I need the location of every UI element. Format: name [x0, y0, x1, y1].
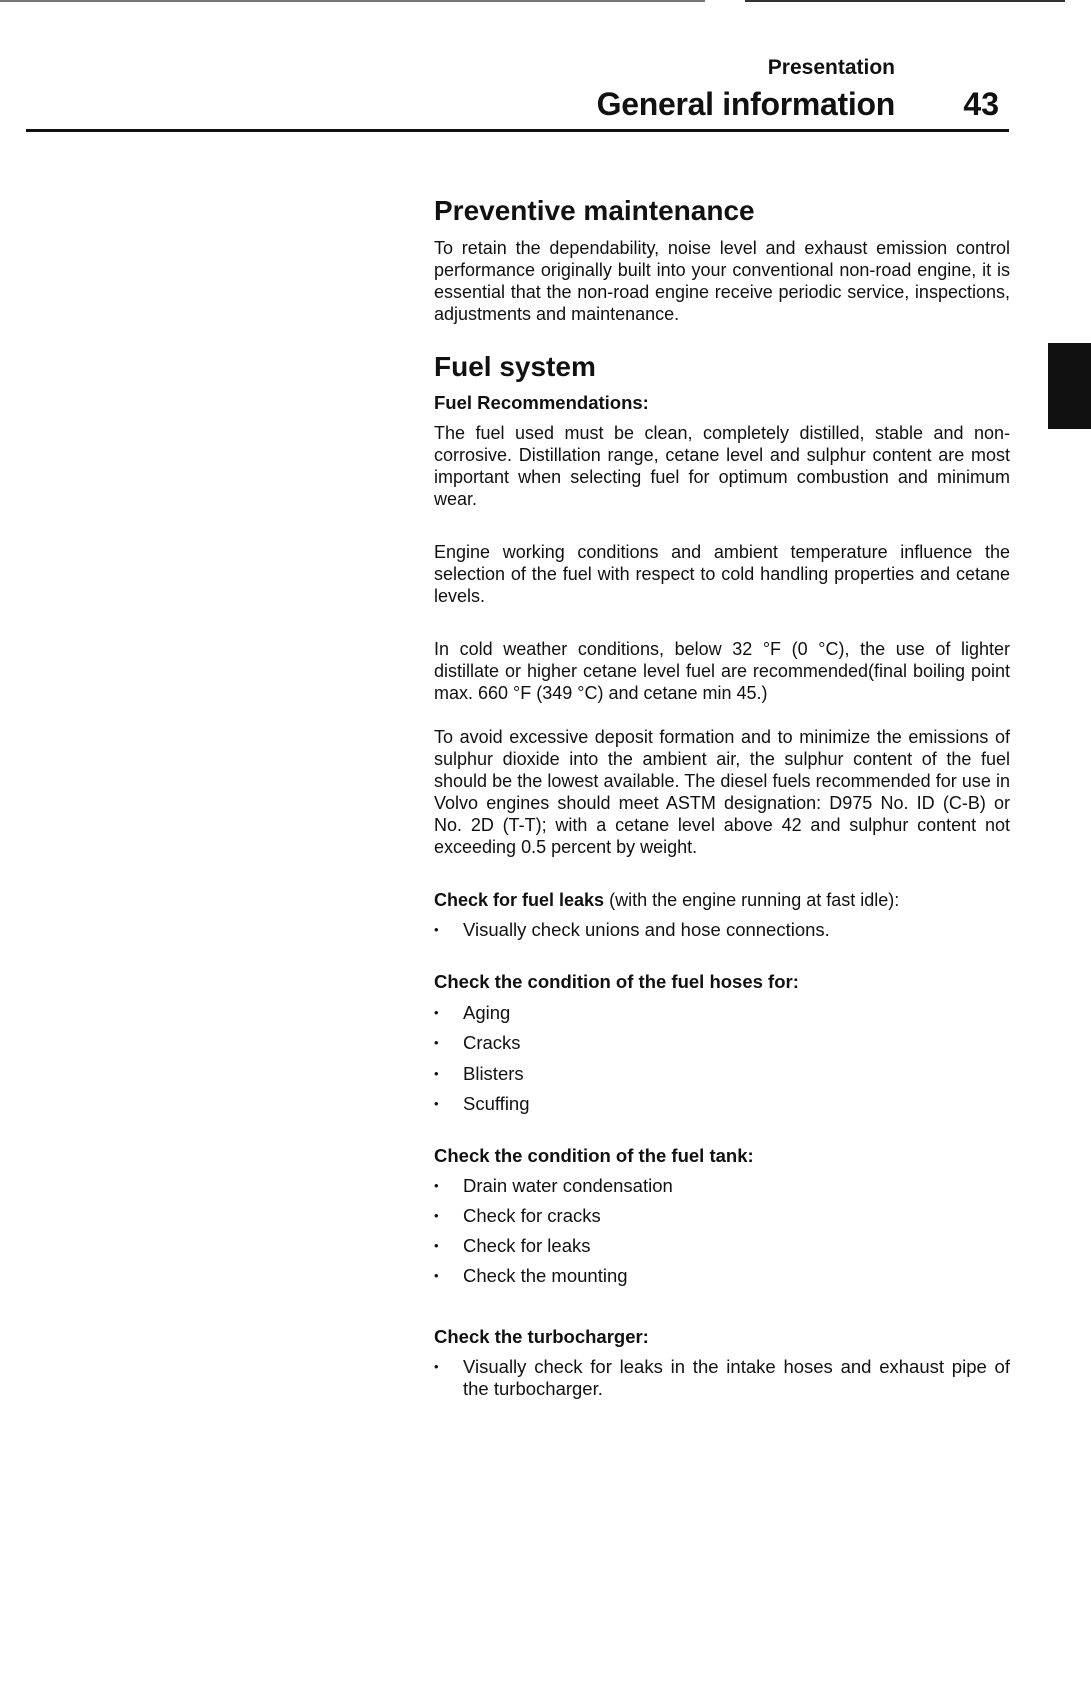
chapter-title: General information	[596, 86, 895, 122]
paragraph-fuel-2: Engine working conditions and ambient temperature influence the selection of the fuel with respect to cold handling properties and cetane levels.	[434, 542, 1010, 606]
subheading-fuel-recommendations: Fuel Recommendations:	[434, 392, 649, 413]
paragraph-fuel-1: The fuel used must be clean, completely distilled, stable and non-corrosive. Distillation range, cetane level and sulphur content are most important when selecting fuel for optimum combustion and minimum wear.	[434, 423, 1010, 509]
scan-edge-line	[745, 0, 1065, 2]
fuel-leaks-line	[434, 889, 1010, 911]
list-item: • Cracks	[434, 1032, 1010, 1054]
paragraph-fuel-4: To avoid excessive deposit formation and to minimize the emissions of sulphur dioxide into the ambient air, the sulphur content of the fuel should be the lowest available. The diesel fuels recommended for use in Volvo engines should meet ASTM designation: D975 No. ID (C-B) or No. 2D (T-T); with a cetane level above 42 and sulphur content not exceeding 0.5 percent by weight.	[434, 727, 1010, 857]
list-item: • Scuffing	[434, 1093, 1010, 1115]
list-item: • Aging	[434, 1002, 1010, 1024]
heading-preventive-maintenance: Preventive maintenance	[434, 195, 755, 226]
list-item: • Check for cracks	[434, 1205, 1010, 1227]
heading-fuel-system: Fuel system	[434, 351, 596, 382]
heading-fuel-hoses: Check the condition of the fuel hoses for:	[434, 971, 799, 992]
list-item: • Visually check unions and hose connections.	[434, 919, 1010, 941]
paragraph-fuel-3: In cold weather conditions, below 32 °F (0 °C), the use of lighter distillate or higher cetane level fuel are recommended(final boiling point max. 660 °F (349 °C) and cetane min 45.)	[434, 639, 1010, 703]
list-item: • Check for leaks	[434, 1235, 1010, 1257]
list-item: • Check the mounting	[434, 1265, 1010, 1287]
scan-edge-line	[0, 0, 705, 2]
section-label: Presentation	[767, 56, 895, 79]
heading-turbocharger: Check the turbocharger:	[434, 1326, 649, 1347]
list-item: • Blisters	[434, 1063, 1010, 1085]
chapter-thumb-tab	[1048, 343, 1091, 429]
fuel-leaks-note: (with the engine running at fast idle):	[604, 890, 900, 910]
fuel-leaks-heading: Check for fuel leaks	[434, 890, 605, 910]
page-number: 43	[963, 86, 999, 122]
paragraph-preventive: To retain the dependability, noise level and exhaust emission control performance originally built into your conventional non-road engine, it is essential that the non-road engine receive periodic service, inspections, adjustments and maintenance.	[434, 238, 1010, 324]
list-item: • Visually check for leaks in the intake hoses and exhaust pipe of the turbocharger.	[434, 1356, 1010, 1400]
heading-fuel-tank: Check the condition of the fuel tank:	[434, 1145, 754, 1166]
list-item: • Drain water condensation	[434, 1175, 1010, 1197]
header-rule	[26, 129, 1009, 132]
